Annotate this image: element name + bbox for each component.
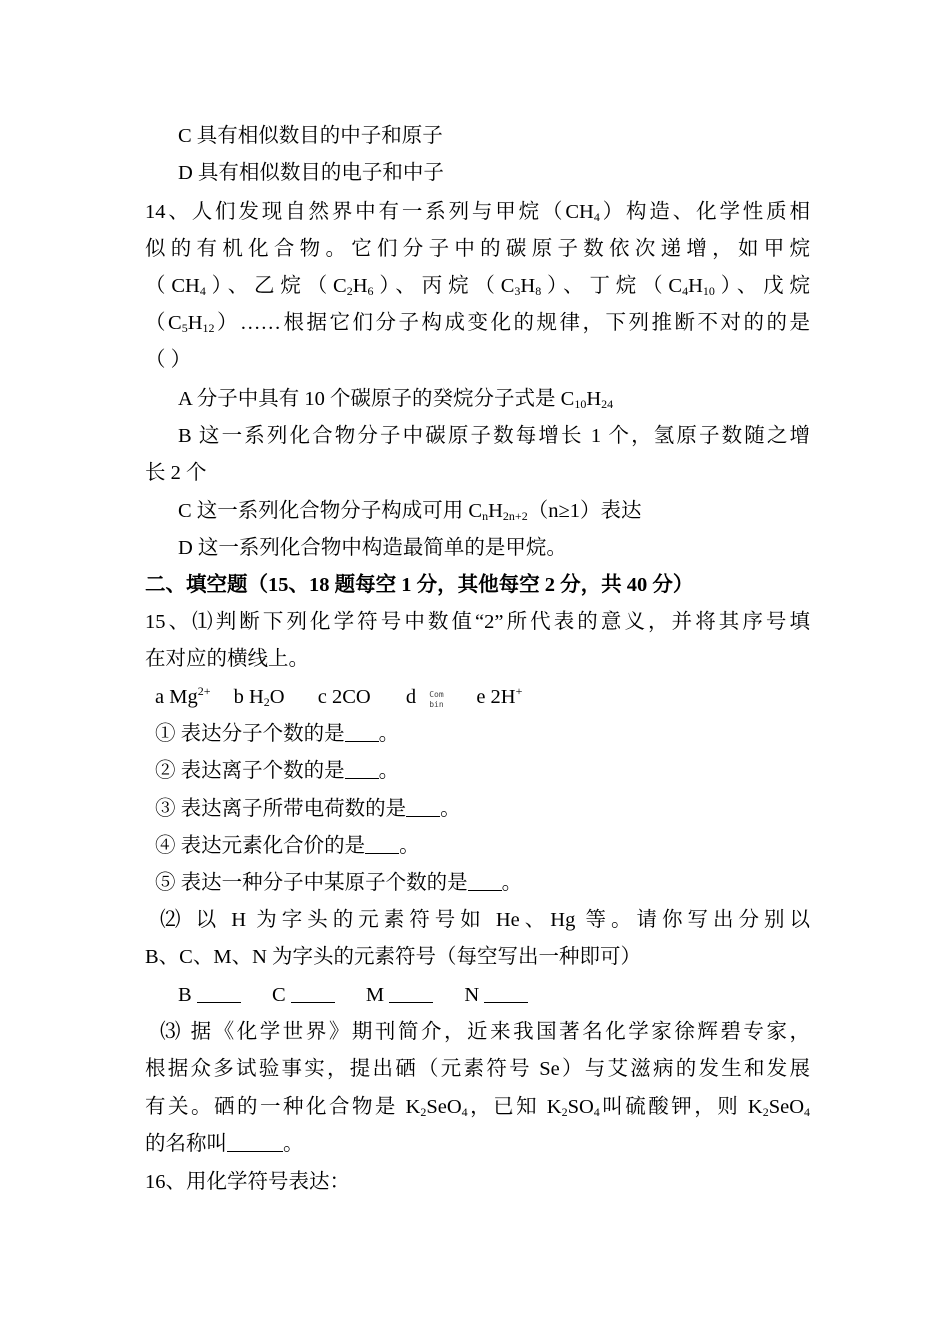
q16-stem: 16、用化学符号表达： bbox=[145, 1171, 350, 1193]
answer-blank-c[interactable] bbox=[291, 982, 335, 1003]
q13-option-d: D 具有相似数目的电子和中子 bbox=[178, 162, 444, 184]
symbol-a: a $Mg^{2+}$ bbox=[155, 684, 211, 708]
symbol-b: b $H_2O$ bbox=[233, 686, 285, 709]
q15-symbol-list bbox=[155, 683, 810, 711]
q15-part2-line-2: B、C、M、N 为字头的元素符号（每空写出一种即可） bbox=[145, 946, 642, 968]
q15-part3-line-2: 根据众多试验事实，提出硒（元素符号 Se）与艾滋病的发生和发展 bbox=[145, 1058, 810, 1080]
q15-part2-line-1: ⑵ 以 H 为字头的元素符号如 He、Hg 等。请你写出分别以 bbox=[160, 909, 810, 931]
q13-option-c: C 具有相似数目的中子和原子 bbox=[178, 125, 443, 147]
q14-stem-line-4: $(C_5H_{12})\dots\dots$根据它们分子构成变化的规律，下列推断不对的的是 bbox=[145, 312, 810, 335]
q15-part2-fill-row: B C M N bbox=[178, 981, 810, 1009]
q15-blank-1: ① 表达分子个数的是 。 bbox=[155, 723, 400, 745]
symbol-c: c 2CO bbox=[317, 686, 371, 708]
q15-blank-3: ③ 表达离子所带电荷数的是 。 bbox=[155, 798, 461, 820]
q14-answer-bracket: （ ） bbox=[145, 349, 192, 371]
symbol-d: d bbox=[405, 686, 417, 708]
q15-blank-5: ⑤ 表达一种分子中某原子个数的是 。 bbox=[155, 872, 523, 894]
q14-stem-line-3: $(CH_4)$、乙烷$(C_2H_6)$、丙烷$(C_3H_8)$、丁烷$(C_4H_{10})$、戊烷 bbox=[145, 275, 810, 298]
answer-blank[interactable] bbox=[345, 758, 379, 779]
q15-part1-line-2: 在对应的横线上。 bbox=[145, 648, 309, 670]
q15-part1-line-1: 15、⑴判断下列化学符号中数值“2”所代表的意义，并将其序号填 bbox=[145, 611, 810, 633]
q14-stem-line-2: 似的有机化合物。它们分子中的碳原子数依次递增，如甲烷 bbox=[145, 238, 810, 260]
answer-blank-b[interactable] bbox=[197, 982, 241, 1003]
answer-blank[interactable] bbox=[227, 1131, 283, 1152]
section-2-title: 二、填空题（15、18 题每空 1 分，其他每空 2 分，共 40 分） bbox=[145, 574, 694, 596]
symbol-e: e 2H+ bbox=[476, 684, 523, 708]
q15-part3-line-1: ⑶ 据《化学世界》期刊简介，近来我国著名化学家徐辉碧专家， bbox=[160, 1021, 810, 1043]
answer-blank[interactable] bbox=[468, 870, 502, 891]
q15-part3-line-4: 的名称叫 。 bbox=[145, 1133, 304, 1155]
q15-blank-2: ② 表达离子个数的是 。 bbox=[155, 760, 400, 782]
answer-blank-m[interactable] bbox=[389, 982, 433, 1003]
q14-option-b-line-2: 长 2 个 bbox=[145, 462, 207, 484]
q15-blank-4: ④ 表达元素化合价的是 。 bbox=[155, 835, 420, 857]
answer-blank-n[interactable] bbox=[484, 982, 528, 1003]
q15-part3-line-3: 有关。硒的一种化合物是 $K_2SeO_4$，已知 $K_2SO_4$叫硫酸钾，则 $K_2SeO_4$ bbox=[145, 1096, 810, 1119]
q14-option-d: D 这一系列化合物中构造最简单的是甲烷。 bbox=[178, 537, 567, 559]
answer-blank[interactable] bbox=[365, 833, 399, 854]
q14-option-b-line-1: B 这一系列化合物分子中碳原子数每增长 1 个，氢原子数随之增 bbox=[178, 425, 810, 447]
q14-stem-line-1: 14、人们发现自然界中有一系列与甲烷$(CH_4)$构造、化学性质相 bbox=[145, 201, 810, 224]
broken-image-placeholder: Com bin bbox=[429, 690, 444, 709]
answer-blank[interactable] bbox=[406, 796, 440, 817]
q14-option-a: A 分子中具有 10 个碳原子的癸烷分子式是 $C_{10}H_{24}$ bbox=[178, 388, 614, 411]
q14-option-c: C 这一系列化合物分子构成可用 $C_nH_{2n+2}(n\ge 1)$表达 bbox=[178, 500, 642, 523]
answer-blank[interactable] bbox=[345, 721, 379, 742]
